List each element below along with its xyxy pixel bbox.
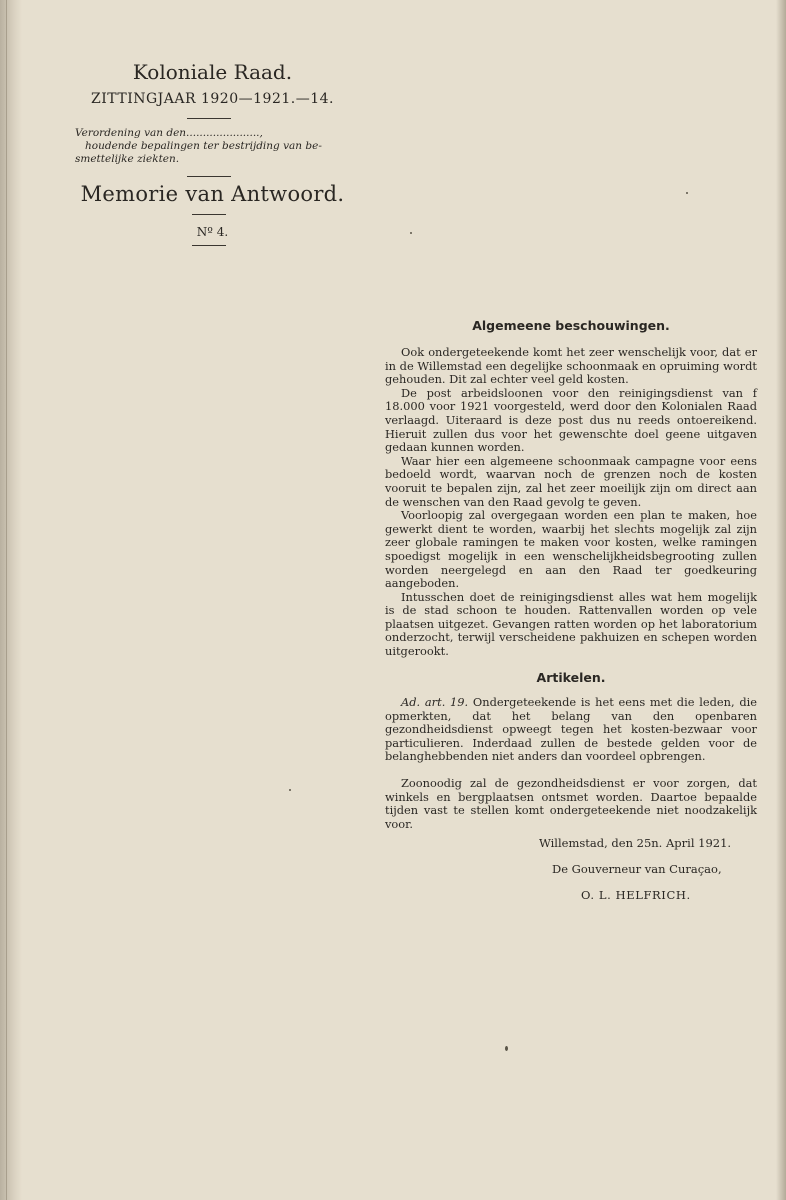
signature-role: De Gouverneur van Curaçao, [552,862,722,876]
document-title: Memorie van Antwoord. [80,182,345,206]
divider-rule [187,176,231,177]
divider-rule [187,118,231,119]
article-paragraph [385,696,757,764]
page-right-edge [776,0,786,1200]
paragraph: De post arbeidsloonen voor den reinigingsdienst van f 18.000 voor 1921 voorgesteld, werd door den Kolonialen Raad verlaagd. Uiteraard is deze post dus nu reeds ontoereikend. Hieruit zullen dus voor het gewenschte doel geene uitgaven gedaan kunnen worden. [385,385,757,455]
paragraph: Voorloopig zal overgegaan worden een plan te maken, hoe gewerkt dient te worden, waarbij het slechts mogelijk zal zijn zeer globale ramingen te maken voor kosten, welke ramingen spoedigst mogelijk in een wenschelijkheidsbegrooting zullen worden neergelegd en aan den Raad ter goedkeuring aangeboden. [385,508,757,591]
page-binding-edge [0,0,22,1200]
paragraph: Waar hier een algemeene schoonmaak campagne voor eens bedoeld wordt, waarvan noch de grenzen noch de kosten vooruit te bepalen zijn, zal het zeer moeilijk zijn om direct aan de wenschen van den Raad gevolg te geven. [385,453,757,509]
council-title: Koloniale Raad. [132,60,293,84]
articles-body [385,696,757,831]
signature-place-date: Willemstad, den 25n. April 1921. [539,836,732,850]
section-heading-articles: Artikelen. [536,670,606,685]
closing-paragraph: Zoonoodig zal de gezondheidsdienst er voor zorgen, dat winkels en bergplaatsen ontsmet worden. Daartoe bepaalde tijden vast te stellen komt ondergeteekende niet noodzakelijk voor. [385,775,757,831]
session-year: ZITTINGJAAR 1920—1921.—14. [91,91,334,107]
ordinance-line-1: Verordening van den......................, [75,127,263,139]
signature-name: O. L. HELFRICH. [581,888,691,902]
paper-speck [686,192,688,194]
divider-rule [192,245,226,246]
paper-speck [289,789,291,791]
page-fold-line [6,0,7,1200]
article-reference: Ad. art. 19. [401,695,469,709]
divider-rule [192,214,226,215]
ordinance-description [75,127,345,166]
document-number: Nº 4. [196,225,229,239]
ordinance-line-2: houdende bepalingen ter bestrijding van be- [85,140,322,152]
article-text: Ondergeteekende is het eens met die leden, die opmerkten, dat het belang van den openbaren gezondheidsdienst opweegt tegen het kosten-bezwaar voor particulieren. Inderdaad zullen de bestede gelden voor de belanghebbenden niet anders dan voordeel opbrengen. [385,695,757,764]
ordinance-line-3: smettelijke ziekten. [75,153,180,165]
paragraph: Intusschen doet de reinigingsdienst alles wat hem mogelijk is de stad schoon te houden. Rattenvallen worden op vele plaatsen uitgezet. Gevangen ratten worden op het laboratorium onderzocht, terwijl verscheidene pakhuizen en schepen worden uitgerookt. [385,589,757,659]
general-body [385,346,757,659]
paragraph: Ook ondergeteekende komt het zeer wenschelijk voor, dat er in de Willemstad een degelijke schoonmaak en opruiming wordt gehouden. Dit zal echter veel geld kosten. [385,345,757,387]
paper-speck [410,232,412,234]
paper-speck [505,1046,508,1051]
section-heading-general: Algemeene beschouwingen. [472,318,670,333]
